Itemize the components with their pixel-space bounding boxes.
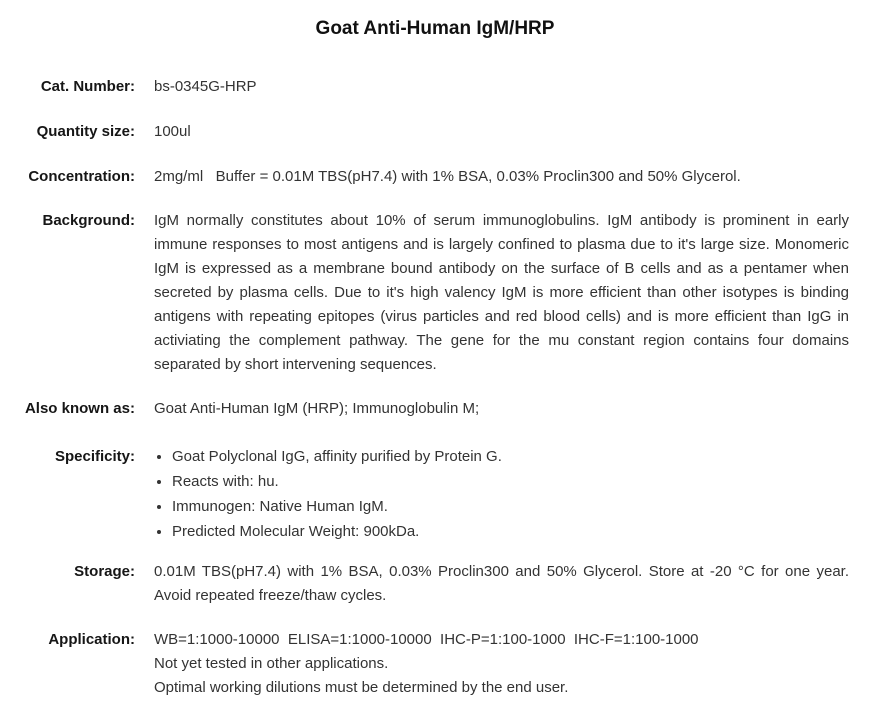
cat-number-label: Cat. Number: (40, 78, 135, 95)
also-known-as-label: Also known as: (24, 400, 135, 417)
specificity-value (154, 444, 849, 544)
specificity-item: • Goat Polyclonal IgG, affinity purified by Protein G. (172, 444, 849, 469)
application-label: Application: (48, 631, 135, 648)
row-specificity (0, 444, 870, 544)
row-application (0, 628, 870, 700)
also-known-as-value: Goat Anti-Human IgM (HRP); Immunoglobulin M; (154, 400, 480, 417)
storage-label: Storage: (74, 563, 135, 580)
row-quantity-size (0, 123, 870, 140)
concentration-value: 2mg/ml Buffer = 0.01M TBS(pH7.4) with 1% BSA, 0.03% Proclin300 and 50% Glycerol. (154, 168, 741, 185)
row-background (0, 209, 870, 377)
row-storage (0, 560, 870, 608)
concentration-label: Concentration: (28, 168, 135, 185)
application-dilutions-line: WB=1:1000-10000 ELISA=1:1000-10000 IHC-P=1:100-1000 IHC-F=1:100-1000 (154, 631, 699, 648)
quantity-size-value: 100ul (154, 123, 191, 140)
cat-number-value: bs-0345G-HRP (154, 78, 257, 95)
storage-value: 0.01M TBS(pH7.4) with 1% BSA, 0.03% Proclin300 and 50% Glycerol. Store at -20 °C for one year. Avoid repeated freeze/thaw cycles. (154, 563, 849, 604)
row-cat-number (0, 78, 870, 95)
application-optimal-line: Optimal working dilutions must be determined by the end user. (154, 679, 569, 696)
specificity-label: Specificity: (54, 448, 135, 465)
row-concentration (0, 168, 870, 185)
application-note-line: Not yet tested in other applications. (154, 655, 389, 672)
specificity-item: • Reacts with: hu. (172, 469, 849, 494)
page-title: Goat Anti-Human IgM/HRP (315, 18, 555, 39)
specificity-item: • Immunogen: Native Human IgM. (172, 494, 849, 519)
row-also-known-as (0, 400, 870, 417)
application-value (154, 628, 849, 700)
specificity-item: • Predicted Molecular Weight: 900kDa. (172, 519, 849, 544)
specificity-list (154, 444, 849, 544)
background-label: Background: (42, 212, 135, 229)
quantity-size-label: Quantity size: (36, 123, 135, 140)
background-value: IgM normally constitutes about 10% of serum immunoglobulins. IgM antibody is prominent in early immune responses to most antigens and is largely confined to plasma due to it's large size. Monomeric IgM is expressed as a membrane bound antibody on the surface of B cells and as a pentamer when secreted by plasma cells. Due to it's high valency IgM is more efficient than other isotypes is binding antigens with repeating epitopes (virus particles and red blood cells) and is more efficient than IgG in activiating the complement pathway. The gene for the mu constant region contains four domains separated by short intervening sequences. (154, 212, 849, 373)
